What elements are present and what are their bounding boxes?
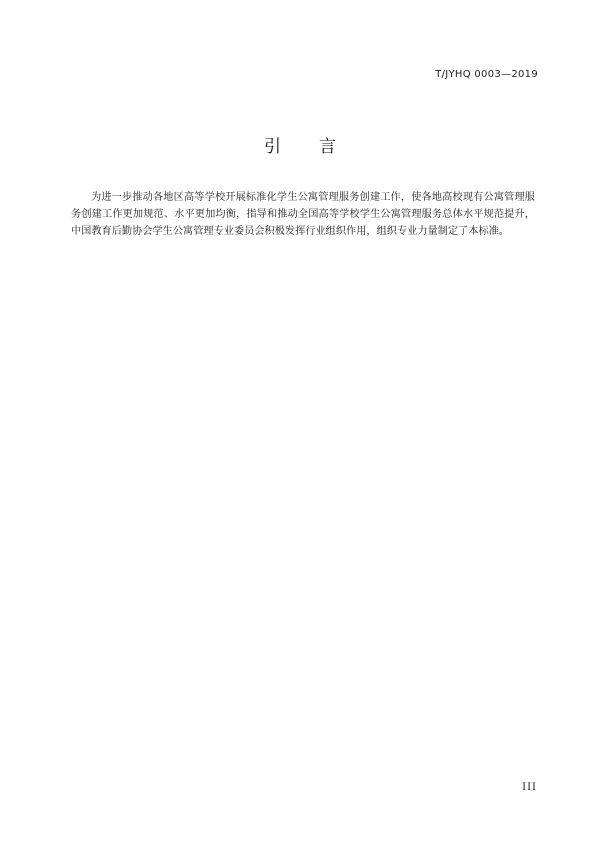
page-number: III bbox=[522, 782, 537, 793]
document-code: T/JYHQ 0003—2019 bbox=[435, 69, 538, 80]
introduction-paragraph: 为进一步推动各地区高等学校开展标准化学生公寓管理服务创建工作，使各地高校现有公寓管理服务创建工作更加规范、水平更加均衡，指导和推动全国高等学校学生公寓管理服务总体水平规范提升，中国教育后勤协会学生公寓管理专业委员会积极发挥行业组织作用，组织专业力量制定了本标准。 bbox=[71, 192, 535, 237]
page-title: 引言 bbox=[264, 137, 374, 157]
